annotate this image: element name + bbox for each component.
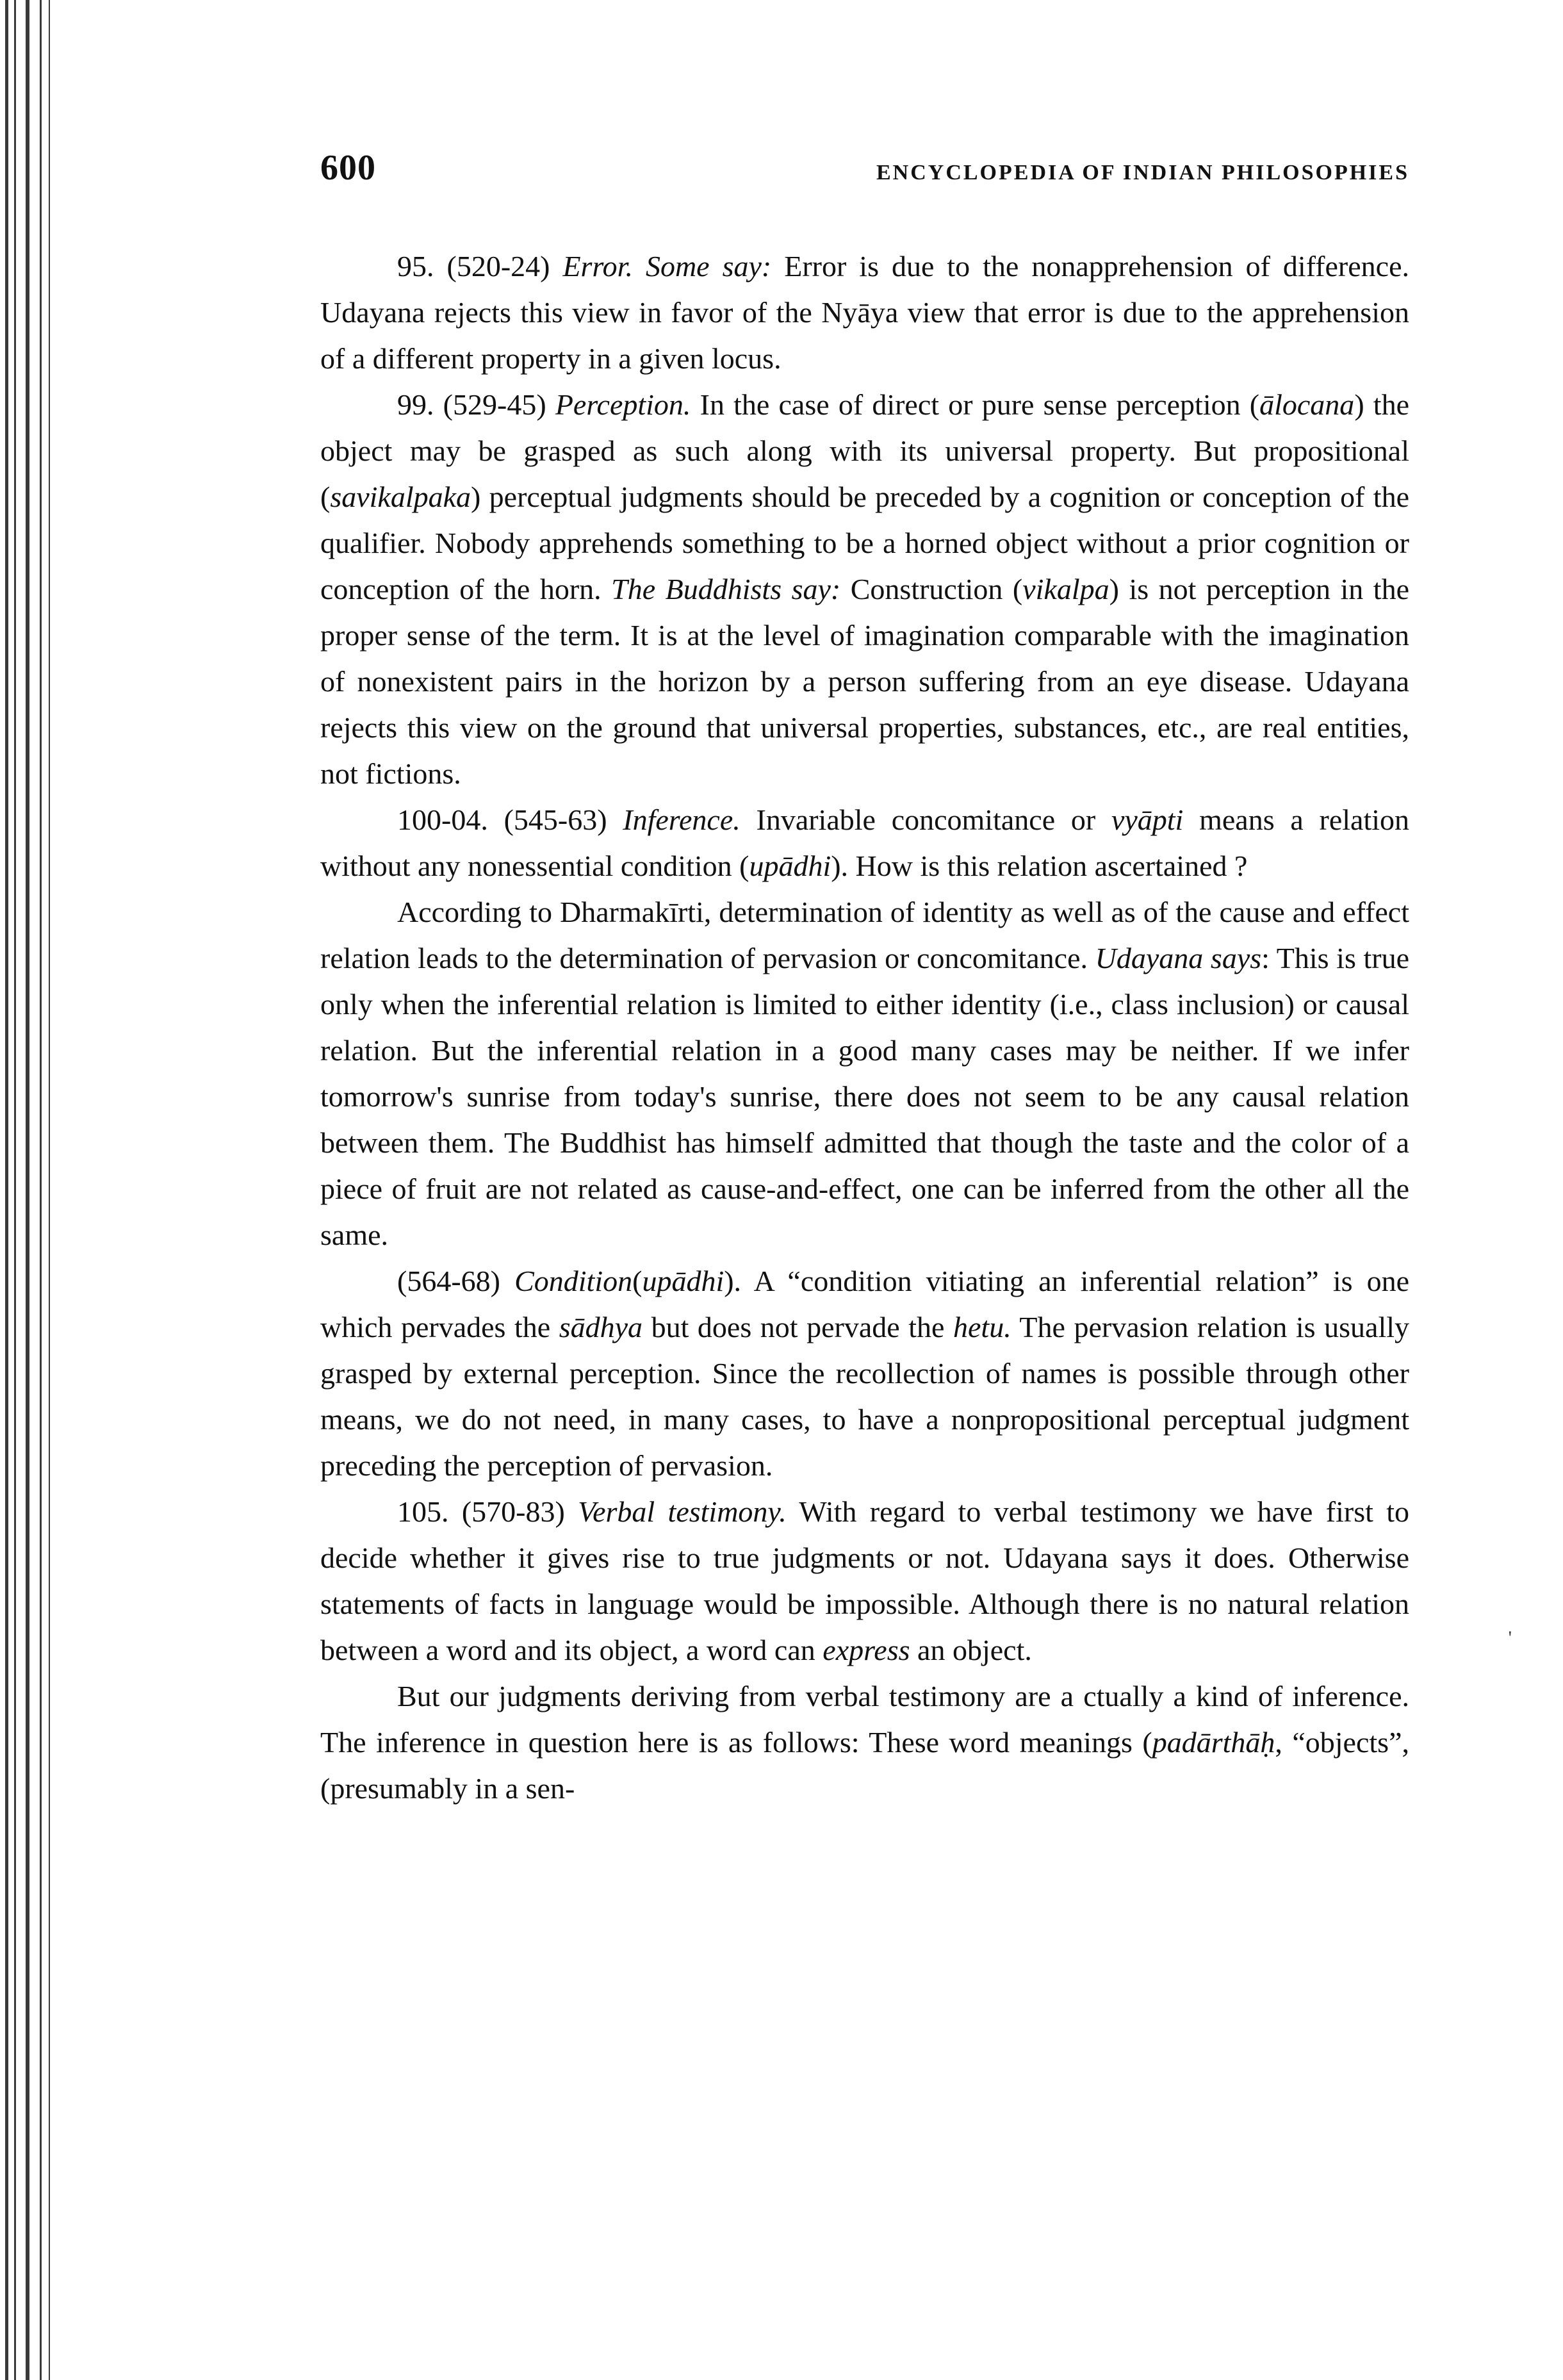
paragraph-error xyxy=(320,243,1409,382)
sanskrit-term: vikalpa xyxy=(1022,573,1109,605)
section-label-2: Some say: xyxy=(645,250,772,283)
margin-mark: ' xyxy=(1508,1627,1512,1648)
paragraph-text: ) the object may be grasped as such along with its universal property. But propositional ( xyxy=(320,388,1410,513)
sanskrit-term: upādhi xyxy=(749,849,831,882)
section-ref: 105. (570-83) xyxy=(397,1495,565,1528)
book-binding-edge xyxy=(0,0,58,2380)
paragraph-perception xyxy=(320,382,1409,797)
book-page xyxy=(320,147,1409,1812)
paragraph-text: , “objects”, (presumably in a sen- xyxy=(320,1726,1409,1805)
binding-line xyxy=(5,0,8,2380)
paragraph-text: In the case of direct or pure sense perception ( xyxy=(700,388,1260,421)
paragraph-text: ) perceptual judgments should be preceded by a cognition or conception of the qualifier. Nobody apprehends something to be a horned object without a prior cognition or conception of the horn. xyxy=(320,480,1409,605)
paragraph-text: The pervasion relation is usually grasped by external perception. Since the recollection of names is possible through other means, we do not need, in many cases, to have a nonpropositional perceptual judgment preceding the perception of pervasion. xyxy=(320,1311,1410,1482)
section-label-2: The Buddhists say: xyxy=(611,573,841,605)
paragraph-text: According to Dharmakīrti, determination of identity as well as of the cause and effect relation leads to the determination of pervasion or concomitance. xyxy=(320,896,1409,974)
paragraph-text: With regard to verbal testimony we have first to decide whether it gives rise to true judgments or not. Udayana says it does. Otherwise statements of facts in language would be impossible. Although there is no natural relation between a word and its object, a word can xyxy=(320,1495,1409,1666)
section-ref: 100-04. (545-63) xyxy=(397,803,607,836)
paragraph-dharmakirti xyxy=(320,889,1409,1258)
binding-line xyxy=(49,0,50,2380)
sanskrit-term: hetu. xyxy=(953,1311,1011,1343)
section-ref: (564-68) xyxy=(397,1265,500,1297)
page-header xyxy=(320,147,1409,205)
paragraph-text: Invariable concomitance or xyxy=(756,803,1096,836)
sanskrit-term: ālocana xyxy=(1259,388,1355,421)
section-label: Verbal testimony. xyxy=(578,1495,787,1528)
sanskrit-term: vyāpti xyxy=(1111,803,1184,836)
paragraph-verbal-testimony xyxy=(320,1489,1409,1673)
paragraph-condition: (564-68) Condition(upādhi). A “condition vitiating an inferential relation” is one which pervades the sādhya but does not pervade the hetu. The pervasion relation is usually grasped by external perception. Since the recollection of names is possible through other means, we do not need, in many cases, to have a nonpropositional perceptual judgment preceding the perception of pervasion. xyxy=(320,1265,1410,1482)
page-number: 600 xyxy=(320,148,376,188)
binding-line xyxy=(14,0,16,2380)
section-ref: 99. (529-45) xyxy=(397,388,546,421)
section-label: Udayana says xyxy=(1095,942,1262,974)
section-label: Inference. xyxy=(623,803,741,836)
section-label: Error. xyxy=(562,250,633,283)
paragraph-text: but does not pervade the xyxy=(651,1311,945,1343)
section-label: Perception. xyxy=(555,388,691,421)
paragraph-text: ) is not perception in the proper sense of the term. It is at the level of imagination comparable with the imagination of nonexistent pairs in the horizon by a person suffering from an eye disease. Udayana rejects this view on the ground that universal properties, substances, etc., are real entities, not fictions. xyxy=(320,573,1409,790)
sanskrit-term: savikalpaka xyxy=(330,480,471,513)
section-ref: 95. (520-24) xyxy=(397,250,550,283)
paragraph-text: But our judgments deriving from verbal testimony are a ctually a kind of inference. The inference in question here is as follows: These word meanings ( xyxy=(320,1680,1409,1759)
binding-line xyxy=(26,0,29,2380)
binding-line xyxy=(40,0,42,2380)
paragraph-text: Error is due to the nonapprehension of difference. Udayana rejects this view in favor of the Nyāya view that error is due to the apprehension of a different property in a given locus. xyxy=(320,250,1409,375)
sanskrit-term: express xyxy=(822,1634,910,1666)
sanskrit-term: padārthāḥ xyxy=(1152,1726,1275,1759)
paragraph-text: means a relation without any nonessential condition ( xyxy=(320,803,1410,882)
paragraph-text: Construction ( xyxy=(850,573,1023,605)
paragraph-text: an object. xyxy=(917,1634,1032,1666)
paragraph-judgments xyxy=(320,1673,1409,1812)
paragraph-text: ). How is this relation ascertained ? xyxy=(831,849,1248,882)
sanskrit-term: sādhya xyxy=(559,1311,643,1343)
paragraph-text: A “condition vitiating an inferential relation” is one which pervades the xyxy=(320,1265,1410,1343)
paragraph-inference xyxy=(320,797,1409,889)
body-text xyxy=(320,243,1409,1812)
paragraph-text: : This is true only when the inferential relation is limited to either identity (i.e., class inclusion) or causal relation. But the inferential relation in a good many cases may be neither. If we infer tomorrow's sunrise from today's sunrise, there does not seem to be any causal relation between them. The Buddhist has himself admitted that though the taste and the color of a piece of fruit are not related as cause-and-effect, one can be inferred from the other all the same. xyxy=(320,942,1410,1251)
sanskrit-term: upādhi xyxy=(642,1265,724,1297)
running-head: ENCYCLOPEDIA OF INDIAN PHILOSOPHIES xyxy=(876,161,1409,185)
section-label: Condition xyxy=(514,1265,633,1297)
